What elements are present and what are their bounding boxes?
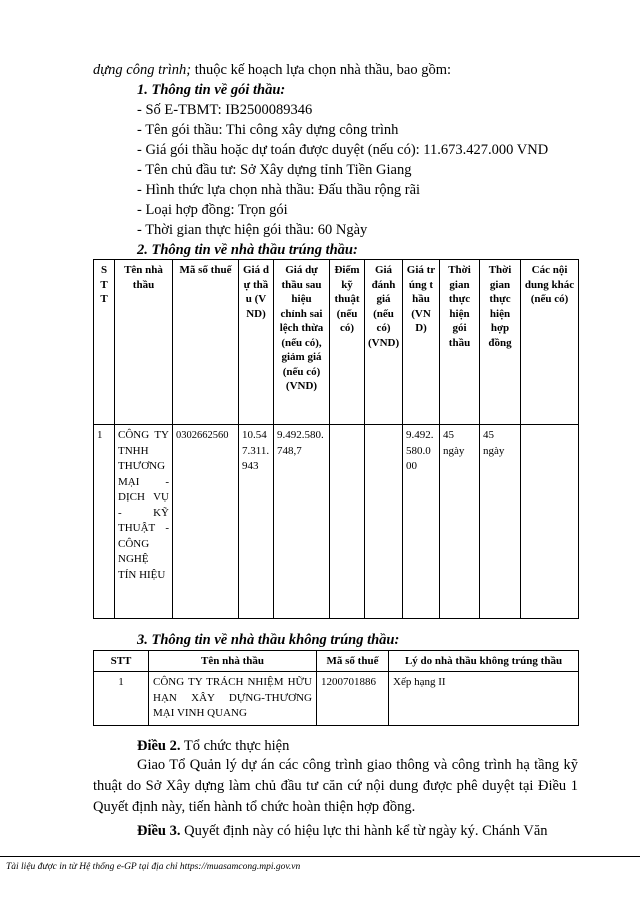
cell-stt: 1	[94, 425, 115, 619]
header-contract-time: Thời gian thực hiện hợp đồng	[480, 260, 521, 425]
header-stt: STT	[94, 651, 149, 672]
article2-body	[93, 755, 578, 818]
winning-contractor-table	[93, 259, 579, 619]
cell-bid: 10.547.311.943	[239, 425, 274, 619]
footer-note: Tài liệu được in từ Hệ thống e-GP tại địa chỉ https://muasamcong.mpi.gov.vn	[6, 862, 301, 872]
article2-label: Điều 2.	[137, 738, 181, 754]
cell-tax: 1200701886	[317, 672, 389, 726]
losing-contractor-table	[93, 650, 579, 726]
info-item: - Số E-TBMT: IB2500089346	[137, 102, 313, 118]
header-name: Tên nhà thầu	[149, 651, 317, 672]
info-item: - Tên chủ đầu tư: Sở Xây dựng tỉnh Tiền Giang	[137, 162, 412, 178]
header-tax: Mã số thuế	[173, 260, 239, 425]
article3-label: Điều 3.	[137, 823, 181, 839]
cell-pkg-time: 45 ngày	[440, 425, 480, 619]
header-stt: S T T	[94, 260, 115, 425]
footer-divider	[0, 856, 640, 857]
intro-italic: dựng công trình;	[93, 62, 192, 78]
cell-name: CÔNG TY TNHH THƯƠNG MẠI - DỊCH VỤ - KỸ THUẬT - CÔNG NGHỆ TÍN HIỆU	[115, 425, 173, 619]
header-adjusted: Giá dự thầu sau hiệu chỉnh sai lệch thừa (nếu có), giảm giá (nếu có) (VND)	[274, 260, 330, 425]
header-tax: Mã số thuế	[317, 651, 389, 672]
cell-stt: 1	[94, 672, 149, 726]
header-name: Tên nhà thầu	[115, 260, 173, 425]
cell-adjusted: 9.492.580.748,7	[274, 425, 330, 619]
cell-contract-time: 45 ngày	[480, 425, 521, 619]
intro-line	[93, 61, 451, 79]
header-reason: Lý do nhà thầu không trúng thầu	[389, 651, 579, 672]
article3-line	[137, 822, 548, 840]
section1-heading: 1. Thông tin về gói thầu:	[137, 82, 286, 98]
intro-rest: thuộc kế hoạch lựa chọn nhà thầu, bao gồm:	[191, 62, 452, 78]
article3-text: Quyết định này có hiệu lực thi hành kể từ ngày ký. Chánh Văn	[180, 823, 548, 839]
article2-title: Tổ chức thực hiện	[180, 738, 290, 754]
cell-tax: 0302662560	[173, 425, 239, 619]
cell-win: 9.492.580.000	[403, 425, 440, 619]
info-item: - Tên gói thầu: Thi công xây dựng công trình	[137, 122, 399, 138]
info-item: - Hình thức lựa chọn nhà thầu: Đấu thầu rộng rãi	[137, 182, 421, 198]
section3-heading: 3. Thông tin về nhà thầu không trúng thầu:	[137, 632, 400, 648]
header-score: Điểm kỹ thuật (nếu có)	[330, 260, 365, 425]
header-eval: Giá đánh giá (nếu có) (VND)	[365, 260, 403, 425]
cell-eval	[365, 425, 403, 619]
article2-text: Giao Tổ Quản lý dự án các công trình giao thông và công trình hạ tầng kỹ thuật do Sở Xây dựng làm chủ đầu tư căn cứ nội dung được phê duyệt tại Điều 1 Quyết định này, tiến hành tổ chức hoàn thiện hợp đồng.	[93, 757, 578, 815]
header-win: Giá trúng thầu (VND)	[403, 260, 440, 425]
cell-reason: Xếp hạng II	[389, 672, 579, 726]
info-item: - Giá gói thầu hoặc dự toán được duyệt (nếu có): 11.673.427.000 VND	[137, 142, 549, 158]
cell-name: CÔNG TY TRÁCH NHIỆM HỮU HẠN XÂY DỰNG-THƯƠNG MẠI VINH QUANG	[149, 672, 317, 726]
section2-heading: 2. Thông tin về nhà thầu trúng thầu:	[137, 242, 358, 258]
article2-heading	[137, 737, 289, 755]
cell-other	[521, 425, 579, 619]
info-item: - Thời gian thực hiện gói thầu: 60 Ngày	[137, 222, 368, 238]
cell-score	[330, 425, 365, 619]
info-item: - Loại hợp đồng: Trọn gói	[137, 202, 288, 218]
header-other: Các nội dung khác (nếu có)	[521, 260, 579, 425]
header-pkg-time: Thời gian thực hiện gói thầu	[440, 260, 480, 425]
header-bid: Giá dự thầu (VND)	[239, 260, 274, 425]
